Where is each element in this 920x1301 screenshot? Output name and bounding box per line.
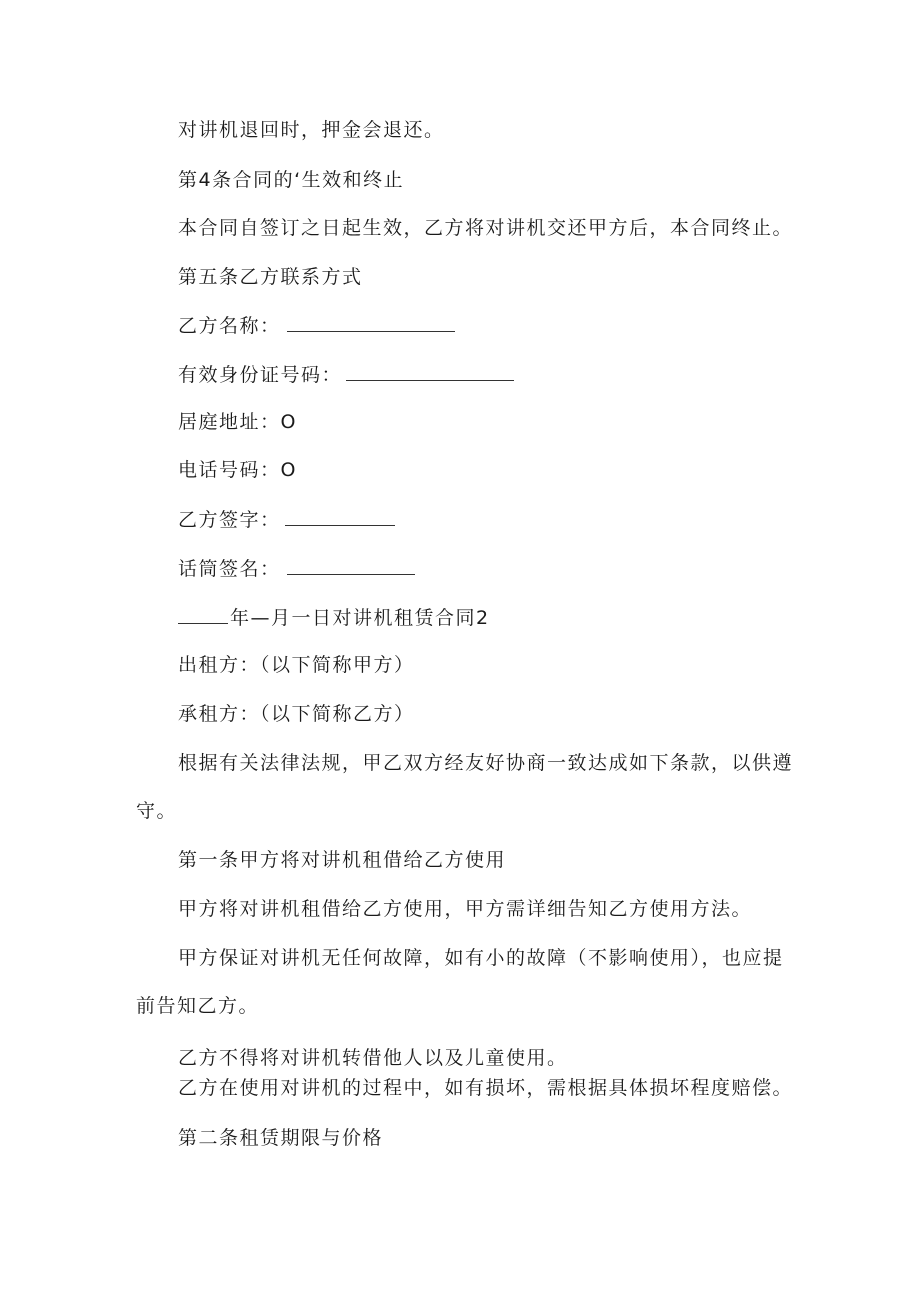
paragraph-no-fault: 甲方保证对讲机无任何故障，如有小的故障（不影响使用），也应提	[178, 947, 784, 969]
field-party-b-name	[178, 313, 455, 338]
contract-2-title-text: 年—月一日对讲机租赁合同2	[230, 607, 490, 629]
paragraph-damage-compensation: 乙方在使用对讲机的过程中，如有损坏，需根据具体损坏程度赔偿。	[178, 1077, 794, 1099]
paragraph-deposit-refund: 对讲机退回时，押金会退还。	[178, 119, 445, 141]
lessor-line: 出租方：（以下简称甲方）	[178, 654, 415, 676]
blank-line	[285, 507, 395, 526]
heading-article-5: 第五条乙方联系方式	[178, 266, 363, 288]
blank-line	[178, 605, 228, 624]
contract-2-title	[178, 605, 490, 630]
paragraph-preamble-cont: 守。	[136, 800, 178, 822]
field-party-b-signature	[178, 507, 395, 532]
field-label: 有效身份证号码：	[178, 364, 343, 386]
field-phone: 电话号码：O	[178, 459, 297, 481]
paragraph-effective-termination: 本合同自签订之日起生效，乙方将对讲机交还甲方后，本合同终止。	[178, 217, 794, 239]
field-label: 乙方名称：	[178, 315, 281, 337]
field-label: 乙方签字：	[178, 509, 281, 531]
field-label: 话筒签名：	[178, 558, 281, 580]
blank-line	[287, 313, 455, 332]
paragraph-no-fault-cont: 前告知乙方。	[136, 995, 260, 1017]
paragraph-preamble: 根据有关法律法规，甲乙双方经友好协商一致达成如下条款，以供遵	[178, 752, 794, 774]
blank-line	[287, 556, 415, 575]
paragraph-no-sublend: 乙方不得将对讲机转借他人以及儿童使用。	[178, 1047, 568, 1069]
field-id-number	[178, 362, 514, 387]
field-handset-signature	[178, 556, 415, 581]
paragraph-usage-method: 甲方将对讲机租借给乙方使用，甲方需详细告知乙方使用方法。	[178, 898, 753, 920]
heading-article-1: 第一条甲方将对讲机租借给乙方使用	[178, 849, 507, 871]
blank-line	[346, 362, 514, 381]
heading-article-4: 第4条合同的‘生效和终止	[178, 169, 405, 191]
field-address: 居庭地址：O	[178, 411, 297, 433]
heading-article-2: 第二条租赁期限与价格	[178, 1127, 384, 1149]
lessee-line: 承租方：（以下简称乙方）	[178, 703, 415, 725]
